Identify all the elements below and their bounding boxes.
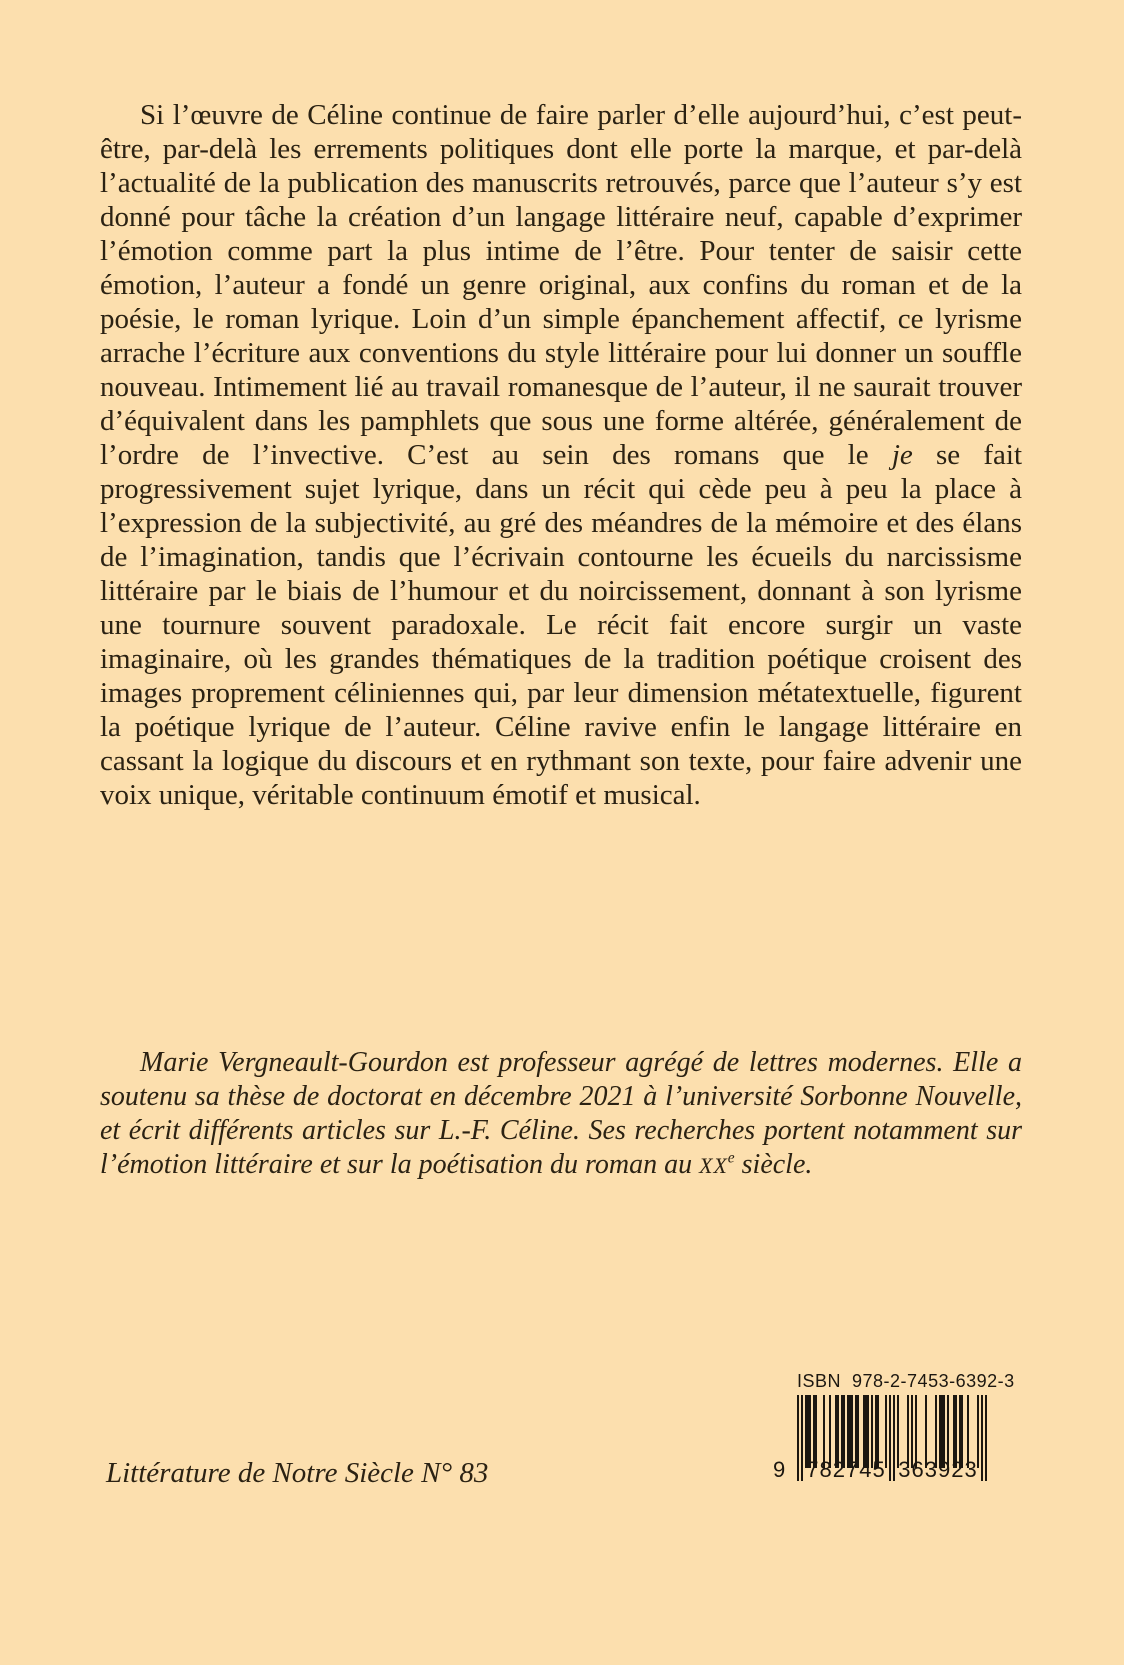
- ean13-barcode: [773, 1395, 987, 1483]
- isbn-block: [773, 1371, 1015, 1483]
- bio-text-part2: siècle.: [734, 1149, 813, 1180]
- blurb-je-italic: je: [891, 439, 913, 471]
- series-label: Littérature de Notre Siècle N° 83: [106, 1457, 489, 1489]
- blurb-text-part2: se fait progressivement sujet lyrique, dans un récit qui cède peu à peu la place à l’expression de la subjectivité, au gré des méandres de la mémoire et des élans de l’imagination, tandis que l’écrivain contourne les écueils du narcissisme littéraire par le biais de l’humour et du noircissement, donnant à son lyrisme une tournure souvent paradoxale. Le récit fait encore surgir un vaste imaginaire, où les grandes thématiques de la tradition poétique croisent des images proprement céliniennes qui, par leur dimension métatextuelle, figurent la poétique lyrique de l’auteur. Céline ravive enfin le langage littéraire en cassant la logique du discours et en rythmant son texte, pour faire advenir une voix unique, véritable continuum émotif et musical.: [100, 439, 1022, 811]
- author-bio-paragraph: [100, 1046, 1022, 1183]
- bio-century-smallcaps: XX: [699, 1154, 728, 1178]
- blurb-text-part1: Si l’œuvre de Céline continue de faire parler d’elle aujourd’hui, c’est peut-être, par-delà les errements politiques dont elle porte la marque, et par-delà l’actualité de la publication des manuscrits retrouvés, parce que l’auteur s’y est donné pour tâche la création d’un langage littéraire neuf, capable d’exprimer l’émotion comme part la plus intime de l’être. Pour tenter de saisir cette émotion, l’auteur a fondé un genre original, aux confins du roman et de la poésie, le roman lyrique. Loin d’un simple épanchement affectif, ce lyrisme arrache l’écriture aux conventions du style littéraire pour lui donner un souffle nouveau. Intimement lié au travail romanesque de l’auteur, il ne saurait trouver d’équivalent dans les pamphlets que sous une forme altérée, généralement de l’ordre de l’invective. C’est au sein des romans que le: [100, 99, 1022, 471]
- isbn-label: ISBN 978-2-7453-6392-3: [797, 1371, 1015, 1391]
- barcode-digits-left-group: 782745: [806, 1457, 886, 1482]
- barcode-digits-right-group: 363923: [898, 1457, 978, 1482]
- blurb-paragraph: [100, 98, 1022, 812]
- bio-text-part1: Marie Vergneault-Gourdon est professeur agrégé de lettres modernes. Elle a soutenu sa thèse de doctorat en décembre 2021 à l’université Sorbonne Nouvelle, et écrit différents articles sur L.-F. Céline. Ses recherches portent notamment sur l’émotion littéraire et sur la poétisation du roman au: [100, 1047, 1022, 1180]
- bio-century-superscript: e: [727, 1149, 735, 1167]
- barcode-digit-leading: 9: [773, 1457, 786, 1482]
